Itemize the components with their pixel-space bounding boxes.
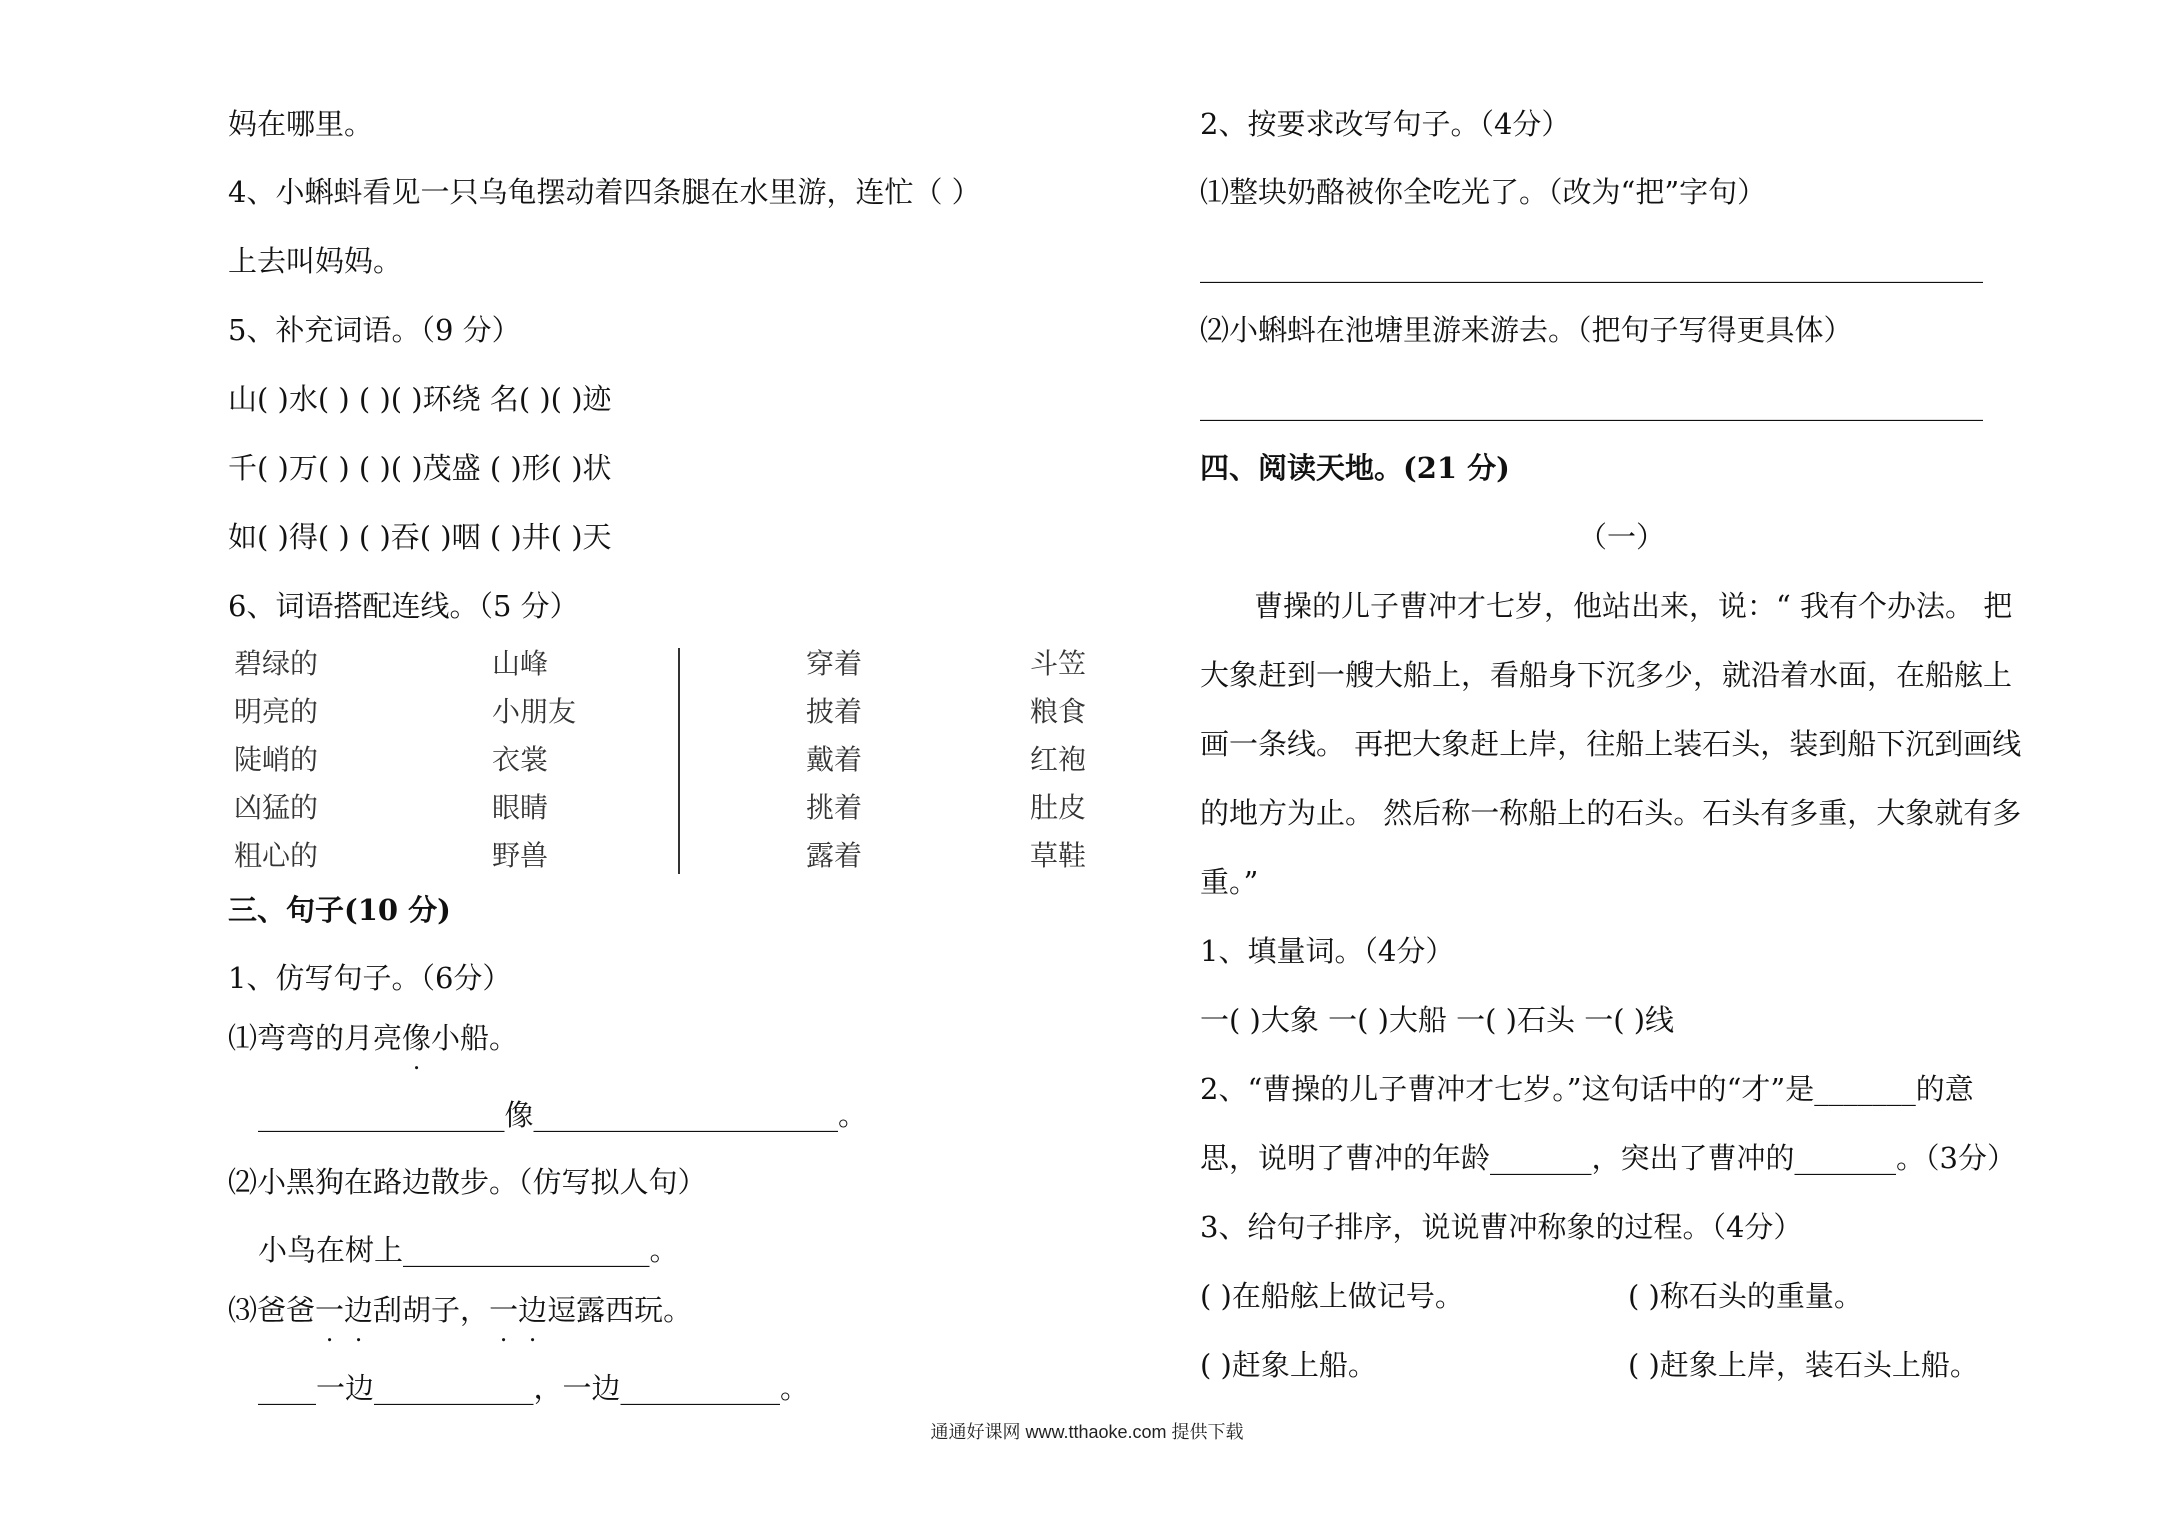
match-item: 穿着 [806,647,863,680]
match-item: 挑着 [806,791,863,824]
rewrite-q2: ⑵小蝌蚪在池塘里游来游去。（把句子写得更具体） [1200,313,1853,347]
emphasis-char: 像 [402,1021,432,1055]
answer-line: 小鸟在树上_________________。 [258,1233,679,1267]
answer-line: ______________________________________________________ [1200,249,1983,283]
question-4: 4、小蝌蚪看见一只乌龟摆动着四条腿在水里游，连忙（ ） [228,175,981,209]
order-item: ( )在船舷上做记号。 [1200,1279,1464,1313]
answer-line: _________________像_____________________。 [258,1098,868,1132]
answer-line: ____一边___________，一边___________。 [258,1371,810,1405]
section-4-heading: 四、阅读天地。(21 分) [1200,451,1510,485]
text-span: ⑴弯弯的月亮 [228,1021,403,1055]
match-item: 红袍 [1030,743,1087,776]
text-span: 逗露西玩。 [547,1293,693,1327]
match-item: 粗心的 [234,839,319,872]
rewrite-heading: 2、按要求改写句子。（4分） [1200,107,1571,141]
match-item: 披着 [806,695,863,728]
answer-line: ______________________________________________________ [1200,387,1983,421]
question-5-heading: 5、补充词语。（9 分） [228,313,521,347]
match-item: 陡峭的 [234,743,319,776]
passage-line: 的地方为止。 然后称一称船上的石头。石头有多重，大象就有多 [1200,796,2022,830]
text-span: 刮胡子， [373,1293,490,1327]
match-item: 露着 [806,839,863,872]
sentence-q1-1 [228,1020,518,1056]
match-item: 戴着 [806,743,863,776]
emphasis-char: 边 [344,1293,374,1327]
rewrite-q1: ⑴整块奶酪被你全吃光了。（改为“把”字句） [1200,175,1767,209]
passage-line: 画一条线。 再把大象赶上岸，往船上装石头，装到船下沉到画线 [1200,727,2022,761]
passage-line: 重。” [1200,865,1259,899]
footer-credit: 通通好课网 www.tthaoke.com 提供下载 [930,1422,1244,1442]
reading-q2: 2、“曹操的儿子曹冲才七岁。”这句话中的“才”是_______的意 [1200,1072,1974,1106]
emphasis-char: 一 [489,1293,519,1327]
match-item: 小朋友 [492,695,577,728]
match-item: 斗笠 [1030,647,1087,680]
fill-row-2: 千( )万( ) ( )( )茂盛 ( )形( )状 [228,451,612,485]
match-item: 眼睛 [492,791,549,824]
subsection-title: （一） [1578,520,1666,554]
order-item: ( )赶象上船。 [1200,1348,1377,1382]
text-span: ⑶爸爸 [228,1293,316,1327]
match-item: 衣裳 [492,743,549,776]
order-item: ( )称石头的重量。 [1628,1279,1863,1313]
sentence-q1: 1、仿写句子。（6分） [228,961,512,995]
match-item: 山峰 [492,647,549,680]
order-item: ( )赶象上岸，装石头上船。 [1628,1348,1979,1382]
reading-q1: 1、填量词。（4分） [1200,934,1455,968]
reading-q2: 思，说明了曹冲的年龄_______，突出了曹冲的_______。（3分） [1200,1141,2016,1175]
emphasis-char: 边 [518,1293,548,1327]
match-item: 凶猛的 [234,791,319,824]
match-item: 野兽 [492,839,549,872]
text-line: 妈在哪里。 [228,107,374,141]
reading-q1-answer: 一( )大象 一( )大船 一( )石头 一( )线 [1200,1003,1675,1037]
section-3-heading: 三、句子(10 分) [228,893,451,927]
reading-q3: 3、给句子排序，说说曹冲称象的过程。（4分） [1200,1210,1803,1244]
passage-line: 曹操的儿子曹冲才七岁，他站出来，说：“ 我有个办法。 把 [1254,589,2013,623]
text-span: 小船。 [431,1021,519,1055]
question-6-heading: 6、词语搭配连线。（5 分） [228,589,579,623]
match-item: 肚皮 [1030,791,1087,824]
column-divider [678,648,680,874]
sentence-q1-2: ⑵小黑狗在路边散步。（仿写拟人句） [228,1165,707,1199]
match-item: 草鞋 [1030,839,1087,872]
sentence-q1-3 [228,1292,692,1328]
text-line: 上去叫妈妈。 [228,244,403,278]
fill-row-3: 如( )得( ) ( )吞( )咽 ( )井( )天 [228,520,612,554]
match-item: 明亮的 [234,695,319,728]
emphasis-char: 一 [315,1293,345,1327]
match-item: 碧绿的 [234,647,319,680]
match-item: 粮食 [1030,695,1087,728]
passage-line: 大象赶到一艘大船上，看船身下沉多少，就沿着水面，在船舷上 [1200,658,2013,692]
fill-row-1: 山( )水( ) ( )( )环绕 名( )( )迹 [228,382,612,416]
